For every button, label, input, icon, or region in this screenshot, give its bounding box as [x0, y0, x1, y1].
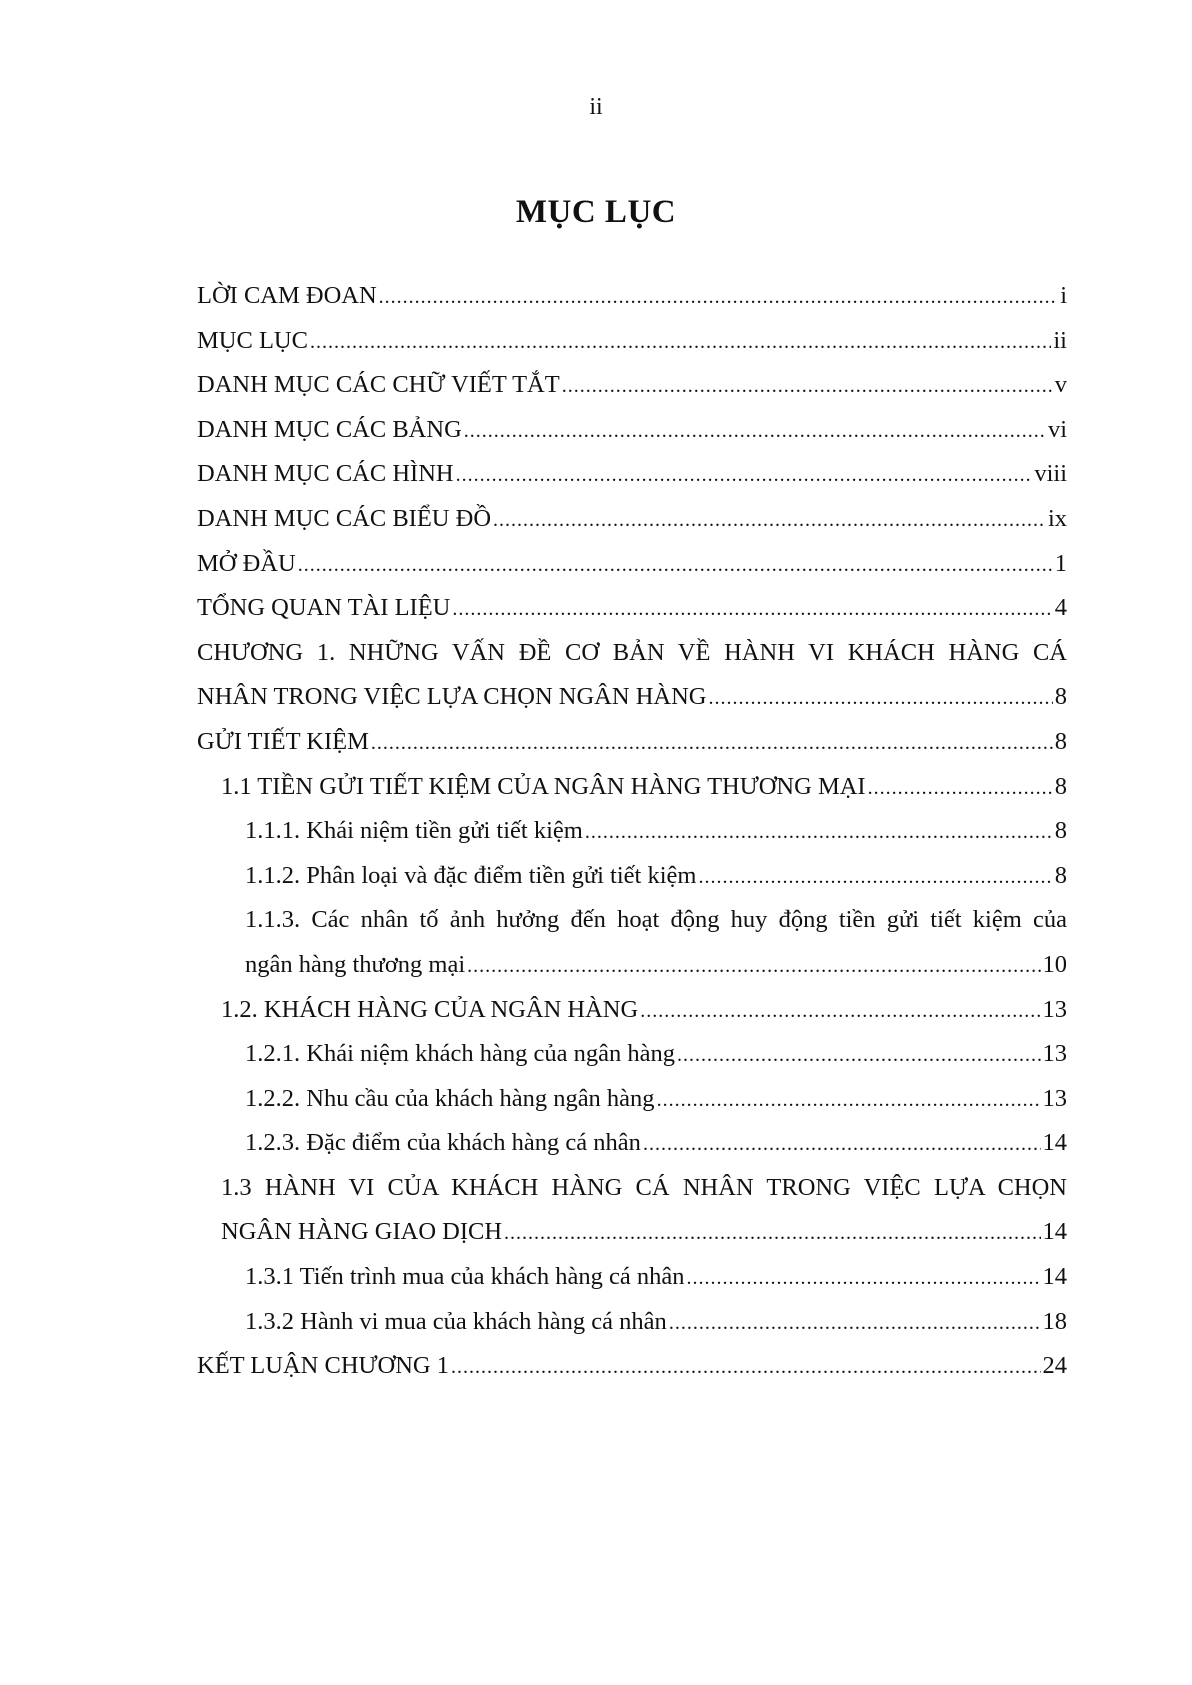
toc-entry-text: 1.2.2. Nhu cầu của khách hàng ngân hàng: [245, 1084, 655, 1112]
toc-entry-text: 1.1.1. Khái niệm tiền gửi tiết kiệm: [245, 817, 583, 845]
toc-dot-leader: [310, 329, 1051, 354]
toc-dot-leader: [371, 730, 1053, 755]
toc-entry-text-first-line: 1.3 HÀNH VI CỦA KHÁCH HÀNG CÁ NHÂN TRONG VIỆC LỰA CHỌN: [221, 1173, 1067, 1201]
toc-entry-text: GỬI TIẾT KIỆM: [197, 727, 369, 755]
toc-entry-tong-quan[interactable]: [197, 596, 1067, 641]
toc-entry-text: 1.3.2 Hành vi mua của khách hàng cá nhân: [245, 1307, 667, 1335]
toc-entry-text-first-line: CHƯƠNG 1. NHỮNG VẤN ĐỀ CƠ BẢN VỀ HÀNH VI KHÁCH HÀNG CÁ: [197, 638, 1067, 666]
toc-page-number: v: [1054, 371, 1067, 399]
toc-entry-text: 1.2.3. Đặc điểm của khách hàng cá nhân: [245, 1129, 641, 1157]
toc-page-number: 14: [1042, 1218, 1067, 1246]
toc-entry-text: 1.1 TIỀN GỬI TIẾT KIỆM CỦA NGÂN HÀNG THƯƠNG MẠI: [221, 772, 866, 800]
toc-page-number: 14: [1042, 1263, 1067, 1291]
toc-entry-text-first-line: 1.1.3. Các nhân tố ảnh hưởng đến hoạt động huy động tiền gửi tiết kiệm của: [245, 906, 1067, 934]
toc-page-number: 24: [1042, 1352, 1067, 1380]
toc-entry-gui-tiet-kiem[interactable]: [197, 727, 1067, 775]
toc-dot-leader: [467, 953, 1040, 978]
toc-page-number: 4: [1054, 594, 1067, 622]
toc-page-number: 1: [1054, 549, 1067, 577]
toc-entry-ket-luan-chuong-1[interactable]: [197, 1354, 1067, 1399]
toc-dot-leader: [657, 1087, 1041, 1112]
toc-dot-leader: [585, 819, 1053, 844]
toc-page-number: viii: [1034, 460, 1067, 488]
toc-entry-text: NGÂN HÀNG GIAO DỊCH: [221, 1218, 503, 1246]
toc-page-number: 13: [1042, 1040, 1067, 1068]
toc-entry-text: 1.2.1. Khái niệm khách hàng của ngân hàng: [245, 1040, 675, 1068]
toc-page-number: i: [1060, 282, 1067, 309]
toc-entry-1-1-3-line-1[interactable]: [197, 908, 1067, 953]
toc-entry-muc-luc[interactable]: [197, 326, 1067, 374]
toc-dot-leader: [493, 507, 1046, 532]
toc-dot-leader: [677, 1042, 1041, 1067]
toc-entry-text: NHÂN TRONG VIỆC LỰA CHỌN NGÂN HÀNG: [197, 683, 707, 711]
toc-dot-leader: [708, 685, 1052, 710]
toc-page-number: 8: [1054, 817, 1067, 845]
toc-dot-leader: [643, 1131, 1041, 1156]
toc-entry-text: DANH MỤC CÁC BIỂU ĐỒ: [197, 504, 492, 532]
toc-entry-chuong-1-line-2[interactable]: [197, 685, 1067, 730]
toc-dot-leader: [687, 1265, 1041, 1290]
toc-dot-leader: [298, 552, 1053, 577]
toc-entry-chuong-1-line-1[interactable]: [197, 638, 1067, 686]
toc-page-number: 8: [1054, 772, 1067, 800]
toc-entry-1-3-line-1[interactable]: [197, 1173, 1067, 1221]
toc-title: MỤC LỤC: [515, 194, 677, 230]
toc-dot-leader: [451, 1354, 1041, 1379]
toc-page-number: 8: [1054, 861, 1067, 889]
toc-entry-text: 1.3.1 Tiến trình mua của khách hàng cá nhân: [245, 1263, 685, 1291]
toc-page-number: 13: [1042, 995, 1067, 1023]
toc-entry-1-2-3[interactable]: [197, 1131, 1067, 1176]
toc-entry-1-1-3-line-2[interactable]: [197, 950, 1067, 998]
toc-entry-loi-cam-doan[interactable]: [197, 284, 1067, 329]
toc-entry-1-3-1[interactable]: [197, 1265, 1067, 1310]
toc-dot-leader: [379, 284, 1059, 309]
toc-dot-leader: [669, 1310, 1041, 1335]
toc-entry-text: ngân hàng thương mại: [245, 950, 466, 978]
toc-entry-text: KẾT LUẬN CHƯƠNG 1: [197, 1352, 449, 1380]
toc-entry-text: 1.1.2. Phân loại và đặc điểm tiền gửi tiết kiệm: [245, 861, 697, 889]
toc-entry-1-1-1[interactable]: [197, 819, 1067, 864]
toc-page-number: ii: [1053, 326, 1067, 354]
toc-entry-text: TỔNG QUAN TÀI LIỆU: [197, 594, 451, 622]
toc-entry-1-1[interactable]: [197, 772, 1067, 820]
toc-page-number: 18: [1042, 1307, 1067, 1335]
toc-entry-text: DANH MỤC CÁC BẢNG: [197, 415, 462, 443]
toc-dot-leader: [504, 1220, 1040, 1245]
toc-page-number: 10: [1042, 950, 1067, 978]
toc-dot-leader: [698, 864, 1052, 889]
toc-page-number: 14: [1042, 1129, 1067, 1157]
page-number: ii: [589, 94, 603, 120]
toc-entry-text: 1.2. KHÁCH HÀNG CỦA NGÂN HÀNG: [221, 995, 639, 1023]
toc-dot-leader: [640, 998, 1040, 1023]
toc-entry-danh-muc-bieu-do[interactable]: [197, 504, 1067, 552]
toc-dot-leader: [868, 775, 1053, 800]
toc-entry-1-2-2[interactable]: [197, 1084, 1067, 1132]
toc-entry-1-2[interactable]: [197, 995, 1067, 1043]
toc-entry-text: MỤC LỤC: [197, 326, 308, 354]
toc-dot-leader: [456, 462, 1033, 487]
toc-entry-text: MỞ ĐẦU: [197, 549, 296, 577]
toc-entry-1-2-1[interactable]: [197, 1042, 1067, 1087]
toc-dot-leader: [452, 596, 1052, 621]
toc-entry-chu-viet-tat[interactable]: [197, 373, 1067, 418]
toc-entry-danh-muc-hinh[interactable]: [197, 462, 1067, 507]
toc-entry-text: LỜI CAM ĐOAN: [197, 282, 377, 309]
toc-page-number: 8: [1054, 683, 1067, 711]
toc-entry-text: DANH MỤC CÁC HÌNH: [197, 460, 454, 488]
toc-page-number: ix: [1047, 504, 1067, 532]
toc-entry-1-1-2[interactable]: [197, 861, 1067, 909]
toc-dot-leader: [464, 418, 1046, 443]
toc-entry-mo-dau[interactable]: [197, 549, 1067, 597]
toc-entry-danh-muc-bang[interactable]: [197, 415, 1067, 463]
toc-dot-leader: [562, 373, 1053, 398]
toc-entry-1-3-2[interactable]: [197, 1307, 1067, 1355]
toc-page-number: 13: [1042, 1084, 1067, 1112]
toc-entry-text: DANH MỤC CÁC CHỮ VIẾT TẮT: [197, 371, 560, 399]
table-of-contents: [197, 284, 1067, 1399]
toc-entry-1-3-line-2[interactable]: [197, 1220, 1067, 1265]
toc-page-number: 8: [1054, 727, 1067, 755]
toc-page-number: vi: [1047, 415, 1067, 443]
